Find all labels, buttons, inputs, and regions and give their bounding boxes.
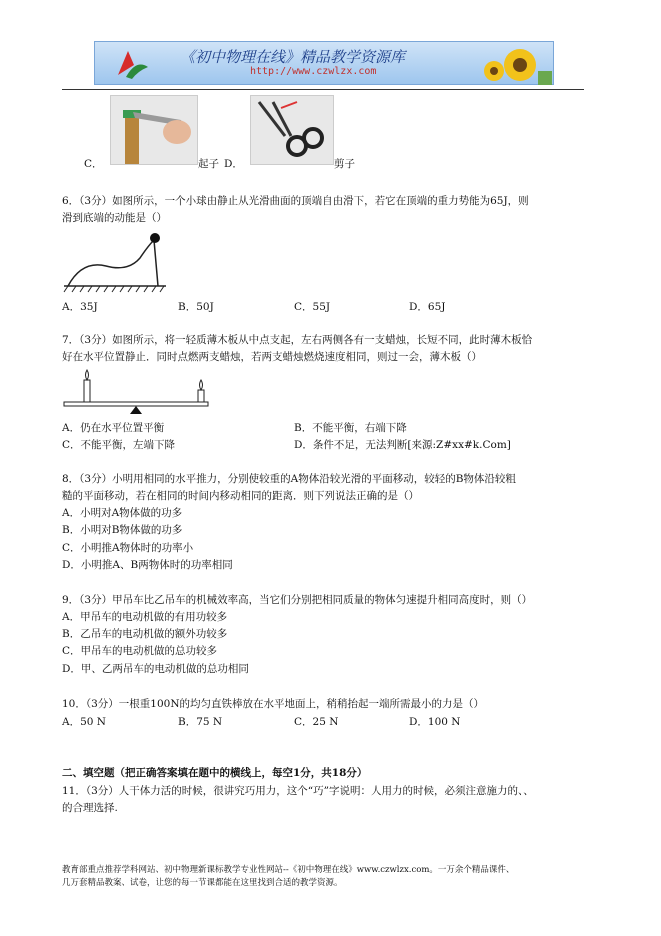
- site-logo-icon: [112, 45, 152, 81]
- q9-option-a: A．甲吊车的电动机做的有用功较多: [62, 611, 228, 623]
- q6-option-b: B．50J: [178, 301, 214, 313]
- right-candle-icon: [198, 390, 204, 402]
- q10-text-line1: 10．（3分）一根重100N的均匀直铁棒放在水平地面上，稍稍抬起一端所需最小的力是（）: [62, 698, 485, 710]
- left-candle-icon: [84, 380, 90, 402]
- q7-text-line1: 7．（3分）如图所示，将一轻质薄木板从中点支起，左右两侧各有一支蜡烛，长短不同，此时薄木板恰: [62, 334, 533, 346]
- q6-text-line1: 6．（3分）如图所示，一个小球由静止从光滑曲面的顶端自由滑下，若它在顶端的重力势能为65J，则: [62, 195, 529, 207]
- scissors-image: [250, 95, 334, 165]
- sunflower-icon: [480, 41, 554, 85]
- q8-text-line2: 糙的平面移动，若在相同的时间内移动相同的距离．则下列说法正确的是（）: [62, 490, 419, 502]
- ball-icon: [150, 233, 160, 243]
- scissors-icon: [251, 96, 333, 164]
- q11-text-line1: 11．（3分）人干体力活的时候，很讲究巧用力，这个“巧”字说明：人用力的时候，必须注意施力的、、: [62, 785, 534, 797]
- q5-option-d-text: 剪子: [334, 158, 355, 170]
- q7-option-b: B．不能平衡，右端下降: [294, 422, 407, 434]
- q6-option-c: C．55J: [294, 301, 331, 313]
- header-rule: [62, 89, 584, 90]
- q10-option-d: D．100 N: [409, 716, 461, 728]
- q11-text-line2: 的合理选择.: [62, 802, 118, 814]
- q9-text-line1: 9．（3分）甲吊车比乙吊车的机械效率高，当它们分别把相同质量的物体匀速提升相同高度时，则（）: [62, 594, 533, 606]
- footer-line1: 教育部重点推荐学科网站、初中物理新课标教学专业性网站--《初中物理在线》www.czwlzx.com。一万余个精品课件、: [62, 865, 515, 875]
- header-url[interactable]: http://www.czwlzx.com: [250, 66, 377, 77]
- q7-text-line2: 好在水平位置静止．同时点燃两支蜡烛，若两支蜡烛燃烧速度相同，则过一会，薄木板（）: [62, 351, 482, 363]
- q6-text-line2: 滑到底端的动能是（）: [62, 212, 167, 224]
- q9-option-b: B．乙吊车的电动机做的额外功较多: [62, 628, 228, 640]
- q8-option-c: C．小明推A物体时的功率小: [62, 542, 194, 554]
- q5-option-c-text: 起子: [198, 158, 219, 170]
- q7-option-a: A．仍在水平位置平衡: [62, 422, 165, 434]
- q7-candle-lever-figure: [62, 366, 212, 416]
- q9-option-d: D．甲、乙两吊车的电动机做的总功相同: [62, 663, 249, 675]
- q10-option-a: A．50 N: [62, 716, 106, 728]
- q5-option-c-label: C．: [84, 158, 103, 170]
- q6-curved-slope-figure: [62, 228, 172, 294]
- fulcrum-icon: [130, 406, 142, 414]
- q7-option-d: D．条件不足，无法判断[来源:Z#xx#k.Com]: [294, 439, 511, 451]
- q8-option-b: B．小明对B物体做的功多: [62, 524, 183, 536]
- q10-option-c: C．25 N: [294, 716, 339, 728]
- q7-option-c: C．不能平衡，左端下降: [62, 439, 176, 451]
- q10-option-b: B．75 N: [178, 716, 223, 728]
- q6-option-d: D．65J: [409, 301, 446, 313]
- footer-line2: 几万套精品教案、试卷，让您的每一节课都能在这里找到合适的教学资源。: [62, 878, 343, 888]
- q8-option-a: A．小明对A物体做的功多: [62, 507, 183, 519]
- section-2-title: 二、填空题（把正确答案填在题中的横线上，每空1分，共18分）: [62, 767, 368, 779]
- q9-option-c: C．甲吊车的电动机做的总功较多: [62, 645, 218, 657]
- q8-option-d: D．小明推A、B两物体时的功率相同: [62, 559, 233, 571]
- q5-option-d-label: D．: [224, 158, 243, 170]
- q8-text-line1: 8．（3分）小明用相同的水平推力，分别使较重的A物体沿较光滑的平面移动，较轻的B物体沿较粗: [62, 473, 516, 485]
- bottle-opener-image: [110, 95, 198, 165]
- header-title: 《初中物理在线》精品教学资源库: [180, 48, 406, 66]
- q6-option-a: A．35J: [62, 301, 98, 313]
- bottle-opener-icon: [111, 96, 197, 164]
